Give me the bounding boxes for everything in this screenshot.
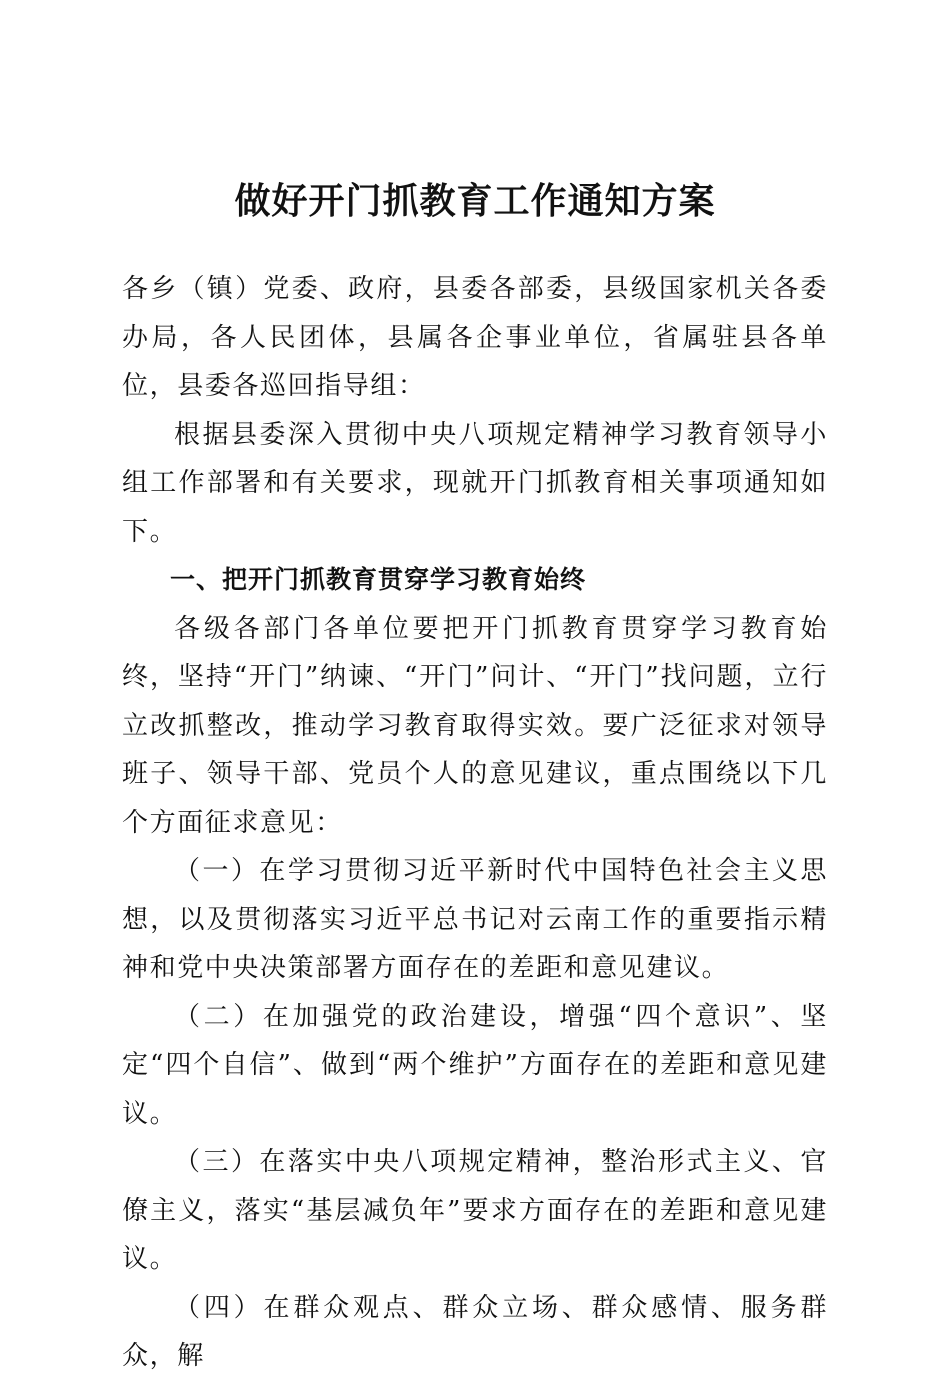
- document-body: [122, 265, 828, 1381]
- document-title: 做好开门抓教育工作通知方案: [234, 181, 716, 222]
- intro-paragraph: 根据县委深入贯彻中央八项规定精神学习教育领导小组工作部署和有关要求，现就开门抓教育相关事项通知如下。: [122, 419, 828, 547]
- addressee-paragraph: 各乡（镇）党委、政府，县委各部委，县级国家机关各委办局，各人民团体，县属各企事业单位，省属驻县各单位，县委各巡回指导组：: [122, 274, 828, 401]
- section-body-paragraph: 各级各部门各单位要把开门抓教育贯穿学习教育始终，坚持“开门”纳谏、“开门”问计、“开门”找问题，立行立改抓整改，推动学习教育取得实效。要广泛征求对领导班子、领导干部、党员个人的意见建议，重点围绕以下几个方面征求意见：: [122, 613, 828, 838]
- list-item: （一）在学习贯彻习近平新时代中国特色社会主义思想，以及贯彻落实习近平总书记对云南工作的重要指示精神和党中央决策部署方面存在的差距和意见建议。: [122, 856, 828, 983]
- list-item: （二）在加强党的政治建设，增强“四个意识”、坚定“四个自信”、做到“两个维护”方面存在的差距和意见建议。: [122, 1001, 828, 1129]
- section-heading: 一、把开门抓教育贯穿学习教育始终: [170, 565, 587, 594]
- list-item: （四）在群众观点、群众立场、群众感情、服务群众，解: [122, 1292, 828, 1371]
- list-item: （三）在落实中央八项规定精神，整治形式主义、官僚主义，落实“基层减负年”要求方面存在的差距和意见建议。: [122, 1147, 828, 1274]
